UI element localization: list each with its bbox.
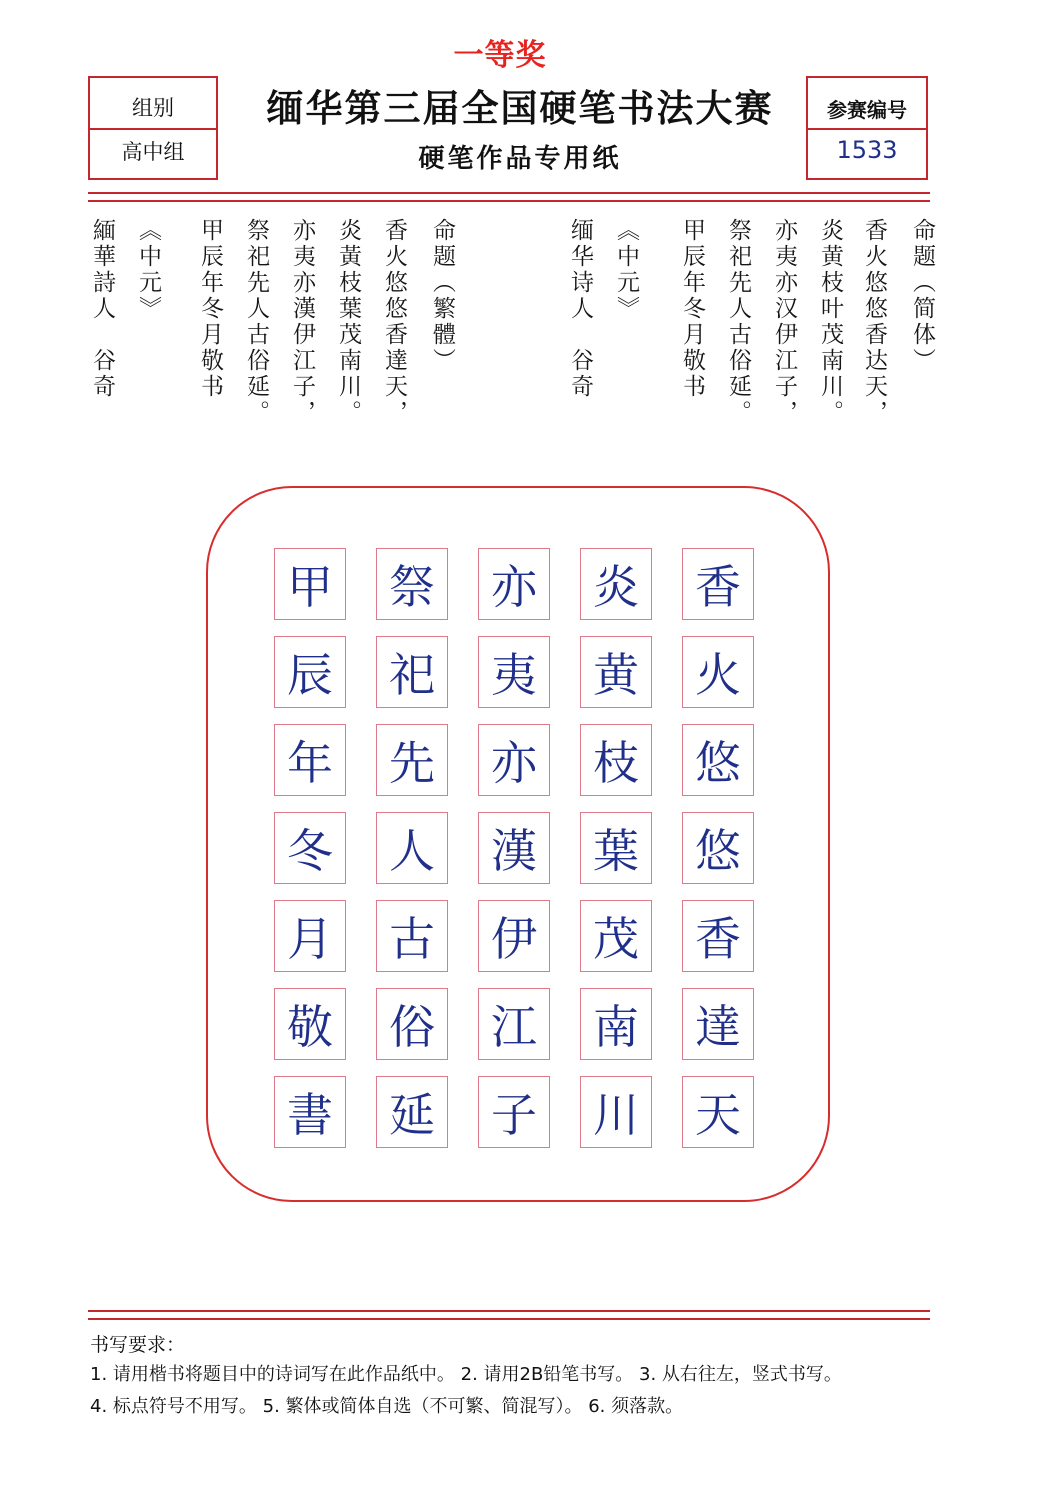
draft-column: 緬華詩人 谷奇 [89,218,115,400]
draft-column: 亦夷亦汉伊江子， [771,218,797,426]
draft-column: 香火悠悠香达天， [861,218,887,426]
draft-column: 命题（简体） [909,218,935,374]
grid-cell: 先 [376,724,448,796]
grid-cell: 月 [274,900,346,972]
grid-cell: 香 [682,548,754,620]
draft-column: 《中元》 [135,218,161,322]
page-subtitle: 硬笔作品专用纸 [418,144,622,174]
grid-cell: 炎 [580,548,652,620]
grid-cell: 天 [682,1076,754,1148]
grid-cell: 古 [376,900,448,972]
grid-cell: 人 [376,812,448,884]
entry-number-box [806,76,928,180]
draft-column: 《中元》 [613,218,639,322]
grid-cell: 冬 [274,812,346,884]
requirements-line-2: 4. 标点符号不用写。 5. 繁体或简体自选（不可繁、简混写）。 6. 须落款。 [90,1396,684,1417]
grid-cell: 年 [274,724,346,796]
grid-cell: 枝 [580,724,652,796]
grid-cell: 辰 [274,636,346,708]
grid-cell: 延 [376,1076,448,1148]
group-value: 高中组 [121,140,185,164]
footer-rule [88,1310,930,1320]
entry-label: 参赛编号 [827,98,907,122]
award-stamp: 一等奖 [453,38,547,73]
grid-cell: 川 [580,1076,652,1148]
grid-cell: 亦 [478,548,550,620]
draft-column: 命题（繁體） [429,218,455,374]
draft-column: 祭祀先人古俗延。 [243,218,269,426]
group-label: 组别 [132,96,174,120]
draft-columns [86,218,938,458]
draft-column: 缅华诗人 谷奇 [567,218,593,400]
grid-cell: 亦 [478,724,550,796]
requirements-title: 书写要求： [90,1334,186,1356]
grid-cell: 茂 [580,900,652,972]
grid-cell: 甲 [274,548,346,620]
draft-column: 甲辰年冬月敬书 [679,218,705,400]
draft-column: 炎黃枝葉茂南川。 [335,218,361,426]
grid-cell: 祭 [376,548,448,620]
grid-cell: 伊 [478,900,550,972]
draft-column: 甲辰年冬月敬书 [197,218,223,400]
grid-cell: 江 [478,988,550,1060]
draft-column: 祭祀先人古俗延。 [725,218,751,426]
entry-divider [808,128,926,130]
group-divider [90,128,216,130]
grid-cell: 書 [274,1076,346,1148]
grid-cell: 黄 [580,636,652,708]
grid-cell: 子 [478,1076,550,1148]
grid-cell: 南 [580,988,652,1060]
entry-value: 1533 [836,136,898,164]
grid-cell: 俗 [376,988,448,1060]
grid-cell: 夷 [478,636,550,708]
draft-column: 香火悠悠香達天， [381,218,407,426]
header-rule [88,192,930,202]
grid-cell: 祀 [376,636,448,708]
grid-cell: 敬 [274,988,346,1060]
draft-column: 亦夷亦漢伊江子， [289,218,315,426]
grid-cell: 葉 [580,812,652,884]
draft-column: 炎黄枝叶茂南川。 [817,218,843,426]
group-box [88,76,218,180]
requirements-line-1: 1. 请用楷书将题目中的诗词写在此作品纸中。 2. 请用2B铅笔书写。 3. 从右往左，竖式书写。 [90,1364,842,1385]
grid-cell: 火 [682,636,754,708]
grid-cell: 漢 [478,812,550,884]
grid-cell: 香 [682,900,754,972]
page-title: 缅华第三届全国硬笔书法大赛 [266,86,774,130]
grid-cell: 悠 [682,724,754,796]
grid-cell: 悠 [682,812,754,884]
grid-cell: 達 [682,988,754,1060]
